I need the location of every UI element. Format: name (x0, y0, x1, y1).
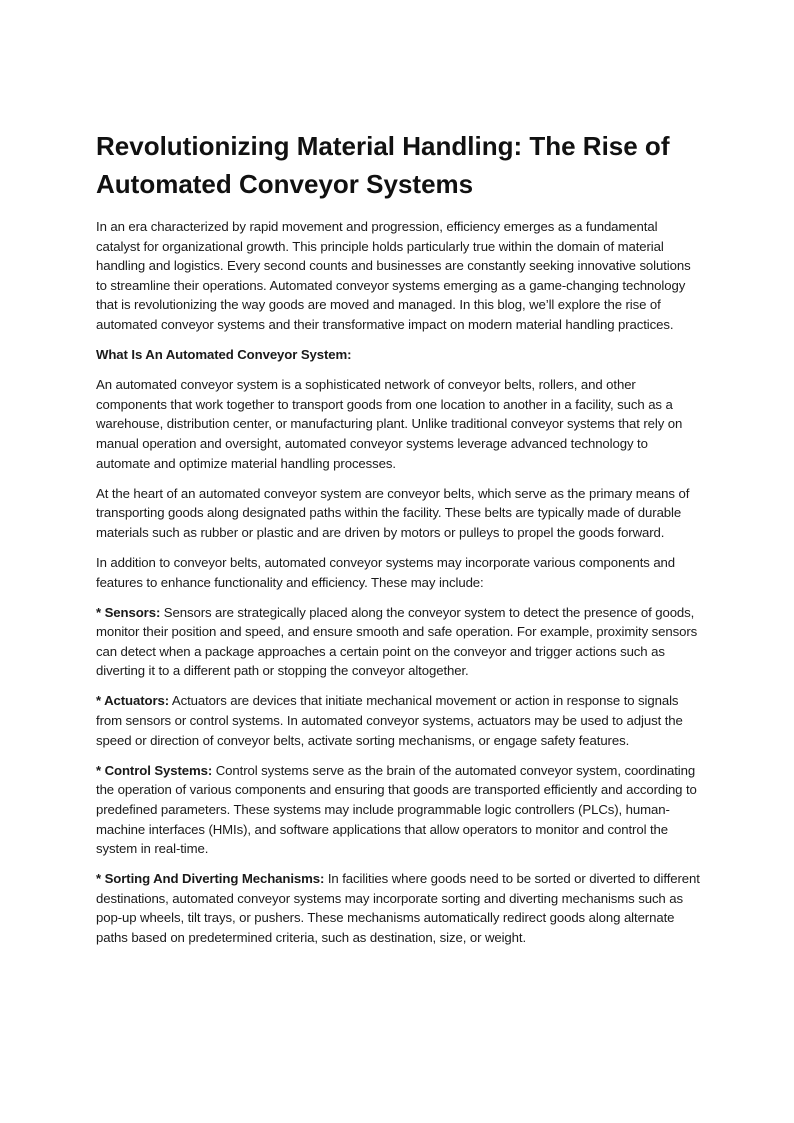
page-title: Revolutionizing Material Handling: The Rise of Automated Conveyor Systems (96, 131, 670, 199)
document-page (96, 127, 700, 958)
bullet-label: * Sensors: (96, 604, 161, 620)
bullet-sensors (96, 603, 700, 681)
bullet-text: Actuators are devices that initiate mechanical movement or action in response to signals from sensors or control systems. In automated conveyor systems, actuators may be used to adjust the speed or direction of conveyor belts, activate sorting mechanisms, or engage safety features. (96, 693, 683, 748)
bullet-text: In facilities where goods need to be sorted or diverted to different destinations, automated conveyor systems may incorporate sorting and diverting mechanisms such as pop-up wheels, tilt trays, or pushers. These mechanisms automatically redirect goods along alternate paths based on predetermined criteria, such as destination, size, or weight. (96, 871, 700, 945)
section-heading: What Is An Automated Conveyor System: (96, 347, 352, 363)
bullet-label: * Sorting And Diverting Mechanisms: (96, 871, 325, 887)
bullet-actuators (96, 691, 700, 750)
bullet-control-systems (96, 761, 700, 859)
bullet-label: * Actuators: (96, 693, 170, 709)
body-paragraph: An automated conveyor system is a sophisticated network of conveyor belts, rollers, and other components that work together to transport goods from one location to another in a facility, such as a warehouse, distribution center, or manufacturing plant. Unlike traditional conveyor systems that rely on manual operation and oversight, automated conveyor systems leverage advanced technology to automate and optimize material handling processes. (96, 377, 683, 471)
body-paragraph: At the heart of an automated conveyor system are conveyor belts, which serve as the primary means of transporting goods along designated paths within the facility. These belts are typically made of durable materials such as rubber or plastic and are driven by motors or pulleys to propel the goods forward. (96, 485, 690, 540)
body-paragraph: In addition to conveyor belts, automated conveyor systems may incorporate various components and features to enhance functionality and efficiency. These may include: (96, 554, 676, 590)
bullet-text: Control systems serve as the brain of the automated conveyor system, coordinating the operation of various components and ensuring that goods are transported efficiently and according to predefined parameters. These systems may include programmable logic controllers (PLCs), human-machine interfaces (HMIs), and software applications that allow operators to monitor and control the system in real-time. (96, 762, 697, 857)
intro-paragraph: In an era characterized by rapid movement and progression, efficiency emerges as a fundamental catalyst for organizational growth. This principle holds particularly true within the domain of material handling and logistics. Every second counts and businesses are constantly seeking innovative solutions to streamline their operations. Automated conveyor systems emerging as a game-changing technology that is revolutionizing the way goods are moved and managed. In this blog, we’ll explore the rise of automated conveyor systems and their transformative impact on modern material handling practices. (96, 219, 691, 332)
bullet-label: * Control Systems: (96, 762, 213, 778)
bullet-text: Sensors are strategically placed along the conveyor system to detect the presence of goods, monitor their position and speed, and ensure smooth and safe operation. For example, proximity sensors can detect when a package approaches a certain point on the conveyor and trigger actions such as diverting it to a different path or stopping the conveyor altogether. (96, 604, 698, 679)
bullet-sorting-diverting (96, 869, 700, 947)
